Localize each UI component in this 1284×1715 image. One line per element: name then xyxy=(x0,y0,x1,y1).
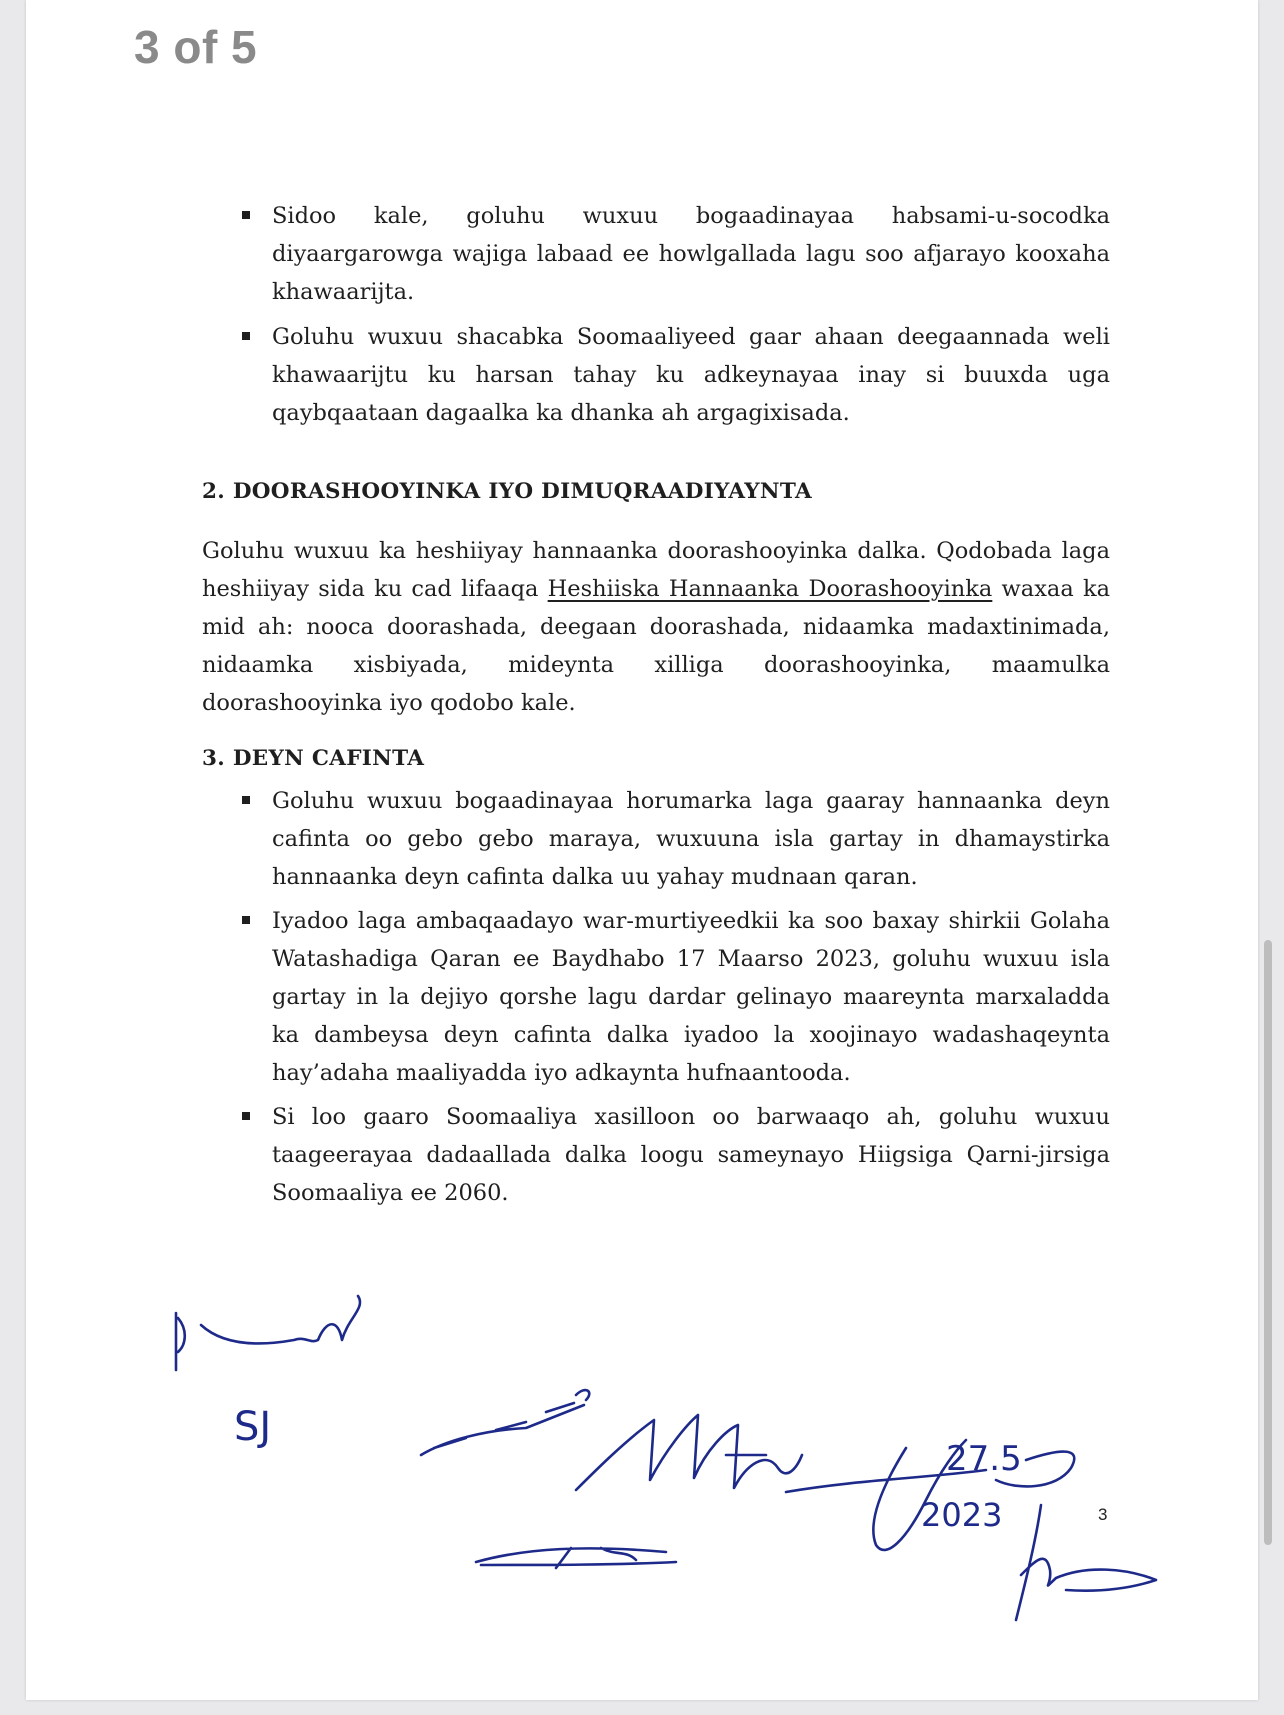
bullet-text: Iyadoo laga ambaqaadayo war-murtiyeedkii ka soo baxay shirkii Golaha Watashadiga Qaran ee Baydhabo 17 Maarso 2023, goluhu wuxuu isla gartay in la dejiyo qorshe lagu dardar gelinayo maareynta marxaladda ka dambeysa deyn cafinta dalka iyadoo la xoojinayo wadashaqeynta hay’adaha maaliyadda iyo adkaynta hufnaantooda. xyxy=(272,908,1110,1086)
signature-5 xyxy=(1016,1505,1156,1620)
signature-6 xyxy=(476,1548,676,1568)
signature-2 xyxy=(421,1390,589,1455)
bullet-text: Goluhu wuxuu bogaadinayaa horumarka laga gaaray hannaanka deyn cafinta oo gebo gebo maraya, wuxuuna isla gartay in dhamaystirka hannaanka deyn cafinta dalka uu yahay mudnaan qaran. xyxy=(272,788,1110,890)
document-reference: Heshiiska Hannaanka Doorashooyinka xyxy=(547,576,993,602)
paragraph-text: waxaa ka mid ah: nooca doorashada, deegaan doorashada, nidaamka madaxtinimada, nidaamka xisbiyada, mideynta xilliga doorashooyinka, maamulka doorashooyinka iyo qodobo kale. xyxy=(202,576,1111,716)
signature-initials: SJ xyxy=(234,1404,272,1450)
bullet-text: Si loo gaaro Soomaaliya xasilloon oo barwaaqo ah, goluhu wuxuu taageerayaa dadaallada dalka loogu sameynayo Hiigsiga Qarni-jirsiga Soomaaliya ee 2060. xyxy=(272,1104,1110,1206)
signature-date-top: 27.5 xyxy=(946,1439,1022,1479)
paragraph-text: Goluhu wuxuu ka heshiiyay hannaanka doorashooyinka dalka. Qodobada laga heshiiyay sida ku cad lifaaqa xyxy=(202,538,1110,602)
signature-3 xyxy=(576,1415,802,1490)
signature-date-bottom: 2023 xyxy=(921,1496,1003,1534)
signatures-area xyxy=(26,0,1258,1700)
document-page xyxy=(26,0,1258,1700)
scrollbar[interactable] xyxy=(1264,940,1272,1545)
signature-1 xyxy=(176,1296,360,1370)
page-indicator: 3 of 5 xyxy=(134,21,258,73)
section-heading: 2. DOORASHOOYINKA IYO DIMUQRAADIYAYNTA xyxy=(202,479,812,504)
section-heading: 3. DEYN CAFINTA xyxy=(202,746,425,771)
bullet-text: Goluhu wuxuu shacabka Soomaaliyeed gaar ahaan deegaannada weli khawaarijtu ku harsan tahay ku adkeynayaa inay si buuxda uga qaybqaataan dagaalka ka dhanka ah argagixisada. xyxy=(272,324,1110,426)
page-number: 3 xyxy=(1098,1505,1108,1524)
bullet-text: Sidoo kale, goluhu wuxuu bogaadinayaa habsami-u-socodka diyaargarowga wajiga labaad ee howlgallada lagu soo afjarayo kooxaha khawaarijta. xyxy=(272,203,1110,305)
